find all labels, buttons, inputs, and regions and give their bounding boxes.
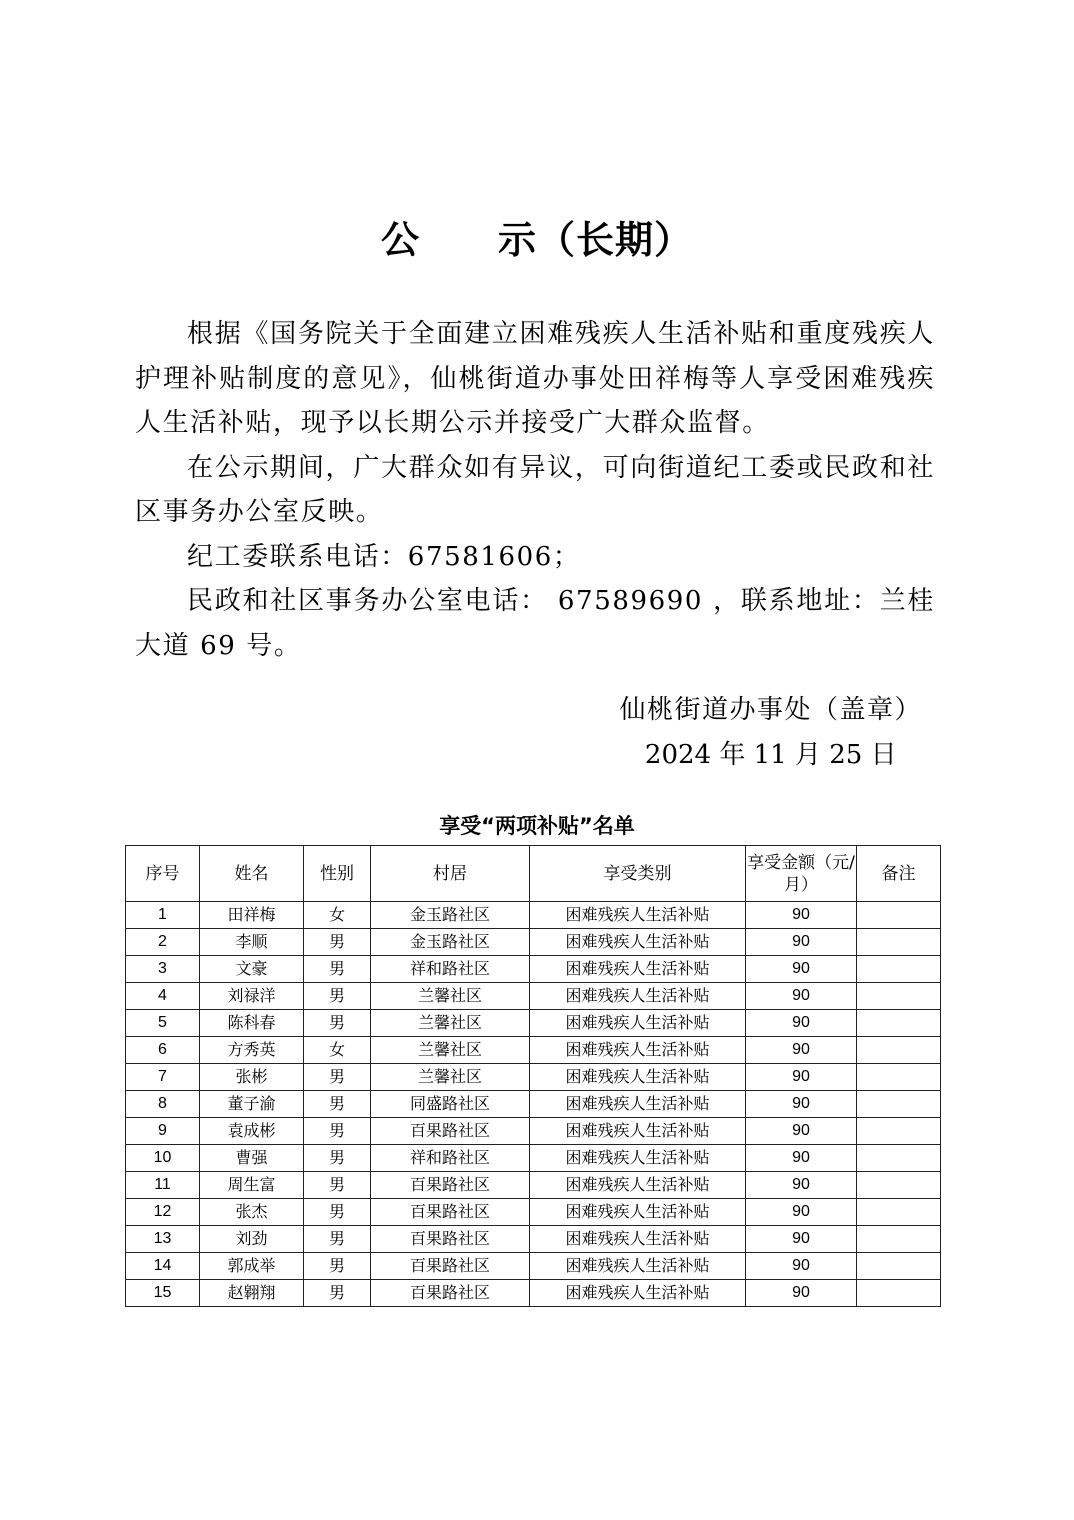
paragraph-basis: 根据《国务院关于全面建立困难残疾人生活补贴和重度残疾人护理补贴制度的意见》，仙桃街道办事处田祥梅等人享受困难残疾人生活补贴，现予以长期公示并接受广大群众监督。 xyxy=(135,319,935,438)
cell-name: 李顺 xyxy=(200,929,304,956)
cell-gender: 男 xyxy=(304,929,371,956)
table-header-row xyxy=(126,846,941,902)
cell-name: 曹强 xyxy=(200,1145,304,1172)
cell-name: 文豪 xyxy=(200,956,304,983)
cell-amount: 90 xyxy=(746,1118,857,1145)
cell-amount: 90 xyxy=(746,983,857,1010)
cell-amount: 90 xyxy=(746,1010,857,1037)
cell-remarks xyxy=(857,983,941,1010)
cell-remarks xyxy=(857,1091,941,1118)
cell-gender: 男 xyxy=(304,983,371,1010)
cell-amount: 90 xyxy=(746,1253,857,1280)
cell-amount: 90 xyxy=(746,1091,857,1118)
cell-name: 周生富 xyxy=(200,1172,304,1199)
cell-remarks xyxy=(857,1253,941,1280)
cell-gender: 男 xyxy=(304,1145,371,1172)
cell-gender: 男 xyxy=(304,1064,371,1091)
table-row xyxy=(126,1226,941,1253)
cell-community: 百果路社区 xyxy=(371,1172,530,1199)
cell-index: 11 xyxy=(126,1172,200,1199)
cell-community: 兰馨社区 xyxy=(371,1037,530,1064)
cell-index: 4 xyxy=(126,983,200,1010)
cell-index: 15 xyxy=(126,1280,200,1307)
table-row xyxy=(126,983,941,1010)
table-row xyxy=(126,929,941,956)
cell-index: 6 xyxy=(126,1037,200,1064)
cell-name: 刘劲 xyxy=(200,1226,304,1253)
cell-category: 困难残疾人生活补贴 xyxy=(530,1199,746,1226)
paragraph-objection: 在公示期间，广大群众如有异议，可向街道纪工委或民政和社区事务办公室反映。 xyxy=(135,452,935,527)
cell-name: 赵翱翔 xyxy=(200,1280,304,1307)
cell-amount: 90 xyxy=(746,956,857,983)
cell-category: 困难残疾人生活补贴 xyxy=(530,902,746,929)
table-row xyxy=(126,1280,941,1307)
cell-amount: 90 xyxy=(746,1199,857,1226)
cell-amount: 90 xyxy=(746,1064,857,1091)
cell-remarks xyxy=(857,1226,941,1253)
cell-index: 8 xyxy=(126,1091,200,1118)
header-community: 村居 xyxy=(371,846,530,902)
cell-category: 困难残疾人生活补贴 xyxy=(530,1037,746,1064)
cell-gender: 女 xyxy=(304,1037,371,1064)
cell-community: 祥和路社区 xyxy=(371,956,530,983)
cell-name: 张杰 xyxy=(200,1199,304,1226)
cell-name: 郭成举 xyxy=(200,1253,304,1280)
cell-name: 刘禄洋 xyxy=(200,983,304,1010)
cell-remarks xyxy=(857,1118,941,1145)
table-row xyxy=(126,1010,941,1037)
cell-remarks xyxy=(857,956,941,983)
subsidy-roster-table xyxy=(125,845,941,1307)
cell-remarks xyxy=(857,1172,941,1199)
cell-name: 董子渝 xyxy=(200,1091,304,1118)
cell-index: 9 xyxy=(126,1118,200,1145)
cell-amount: 90 xyxy=(746,1145,857,1172)
cell-community: 同盛路社区 xyxy=(371,1091,530,1118)
cell-category: 困难残疾人生活补贴 xyxy=(530,983,746,1010)
cell-category: 困难残疾人生活补贴 xyxy=(530,1280,746,1307)
cell-amount: 90 xyxy=(746,929,857,956)
paragraph-discipline-phone: 纪工委联系电话：67581606； xyxy=(187,541,581,572)
cell-category: 困难残疾人生活补贴 xyxy=(530,1091,746,1118)
cell-category: 困难残疾人生活补贴 xyxy=(530,1226,746,1253)
cell-amount: 90 xyxy=(746,1280,857,1307)
cell-category: 困难残疾人生活补贴 xyxy=(530,1145,746,1172)
cell-amount: 90 xyxy=(746,902,857,929)
signature-block xyxy=(619,688,922,778)
cell-index: 7 xyxy=(126,1064,200,1091)
cell-category: 困难残疾人生活补贴 xyxy=(530,1253,746,1280)
cell-category: 困难残疾人生活补贴 xyxy=(530,1118,746,1145)
cell-name: 方秀英 xyxy=(200,1037,304,1064)
cell-category: 困难残疾人生活补贴 xyxy=(530,1064,746,1091)
notice-body xyxy=(135,312,935,668)
cell-gender: 女 xyxy=(304,902,371,929)
cell-community: 百果路社区 xyxy=(371,1118,530,1145)
header-name: 姓名 xyxy=(200,846,304,902)
paragraph-civil-affairs-contact: 民政和社区事务办公室电话： 67589690 ，联系地址：兰桂大道 69 号。 xyxy=(135,586,935,661)
cell-index: 12 xyxy=(126,1199,200,1226)
cell-gender: 男 xyxy=(304,1118,371,1145)
cell-remarks xyxy=(857,1199,941,1226)
table-row xyxy=(126,1172,941,1199)
header-amount: 享受金额（元/月） xyxy=(746,846,857,902)
table-row xyxy=(126,1253,941,1280)
cell-remarks xyxy=(857,1037,941,1064)
cell-remarks xyxy=(857,1010,941,1037)
cell-community: 兰馨社区 xyxy=(371,1064,530,1091)
header-index: 序号 xyxy=(126,846,200,902)
cell-name: 张彬 xyxy=(200,1064,304,1091)
cell-remarks xyxy=(857,929,941,956)
cell-gender: 男 xyxy=(304,1226,371,1253)
cell-index: 1 xyxy=(126,902,200,929)
cell-remarks xyxy=(857,1145,941,1172)
table-row xyxy=(126,1118,941,1145)
cell-category: 困难残疾人生活补贴 xyxy=(530,1010,746,1037)
cell-gender: 男 xyxy=(304,1253,371,1280)
table-row xyxy=(126,1037,941,1064)
cell-category: 困难残疾人生活补贴 xyxy=(530,956,746,983)
cell-index: 5 xyxy=(126,1010,200,1037)
table-row xyxy=(126,956,941,983)
table-row xyxy=(126,1145,941,1172)
header-remarks: 备注 xyxy=(857,846,941,902)
cell-category: 困难残疾人生活补贴 xyxy=(530,929,746,956)
cell-community: 百果路社区 xyxy=(371,1199,530,1226)
header-category: 享受类别 xyxy=(530,846,746,902)
cell-index: 3 xyxy=(126,956,200,983)
cell-community: 百果路社区 xyxy=(371,1280,530,1307)
cell-remarks xyxy=(857,1280,941,1307)
signature-org: 仙桃街道办事处（盖章） xyxy=(619,695,922,725)
cell-community: 兰馨社区 xyxy=(371,1010,530,1037)
notice-title: 公 示（长期） xyxy=(380,218,693,262)
cell-gender: 男 xyxy=(304,1280,371,1307)
table-row xyxy=(126,1064,941,1091)
cell-gender: 男 xyxy=(304,1091,371,1118)
cell-community: 百果路社区 xyxy=(371,1253,530,1280)
cell-community: 百果路社区 xyxy=(371,1226,530,1253)
cell-amount: 90 xyxy=(746,1226,857,1253)
cell-community: 金玉路社区 xyxy=(371,929,530,956)
cell-remarks xyxy=(857,1064,941,1091)
cell-index: 2 xyxy=(126,929,200,956)
table-row xyxy=(126,1091,941,1118)
cell-name: 陈科春 xyxy=(200,1010,304,1037)
cell-community: 祥和路社区 xyxy=(371,1145,530,1172)
cell-gender: 男 xyxy=(304,1172,371,1199)
cell-index: 10 xyxy=(126,1145,200,1172)
cell-index: 13 xyxy=(126,1226,200,1253)
cell-category: 困难残疾人生活补贴 xyxy=(530,1172,746,1199)
header-gender: 性别 xyxy=(304,846,371,902)
table-title: 享受“两项补贴”名单 xyxy=(439,814,635,838)
table-body xyxy=(126,902,941,1307)
cell-index: 14 xyxy=(126,1253,200,1280)
cell-community: 兰馨社区 xyxy=(371,983,530,1010)
cell-name: 袁成彬 xyxy=(200,1118,304,1145)
cell-gender: 男 xyxy=(304,1199,371,1226)
cell-amount: 90 xyxy=(746,1172,857,1199)
signature-date: 2024 年 11 月 25 日 xyxy=(644,740,897,770)
cell-amount: 90 xyxy=(746,1037,857,1064)
table-row xyxy=(126,902,941,929)
cell-name: 田祥梅 xyxy=(200,902,304,929)
cell-community: 金玉路社区 xyxy=(371,902,530,929)
cell-remarks xyxy=(857,902,941,929)
table-row xyxy=(126,1199,941,1226)
cell-gender: 男 xyxy=(304,1010,371,1037)
cell-gender: 男 xyxy=(304,956,371,983)
